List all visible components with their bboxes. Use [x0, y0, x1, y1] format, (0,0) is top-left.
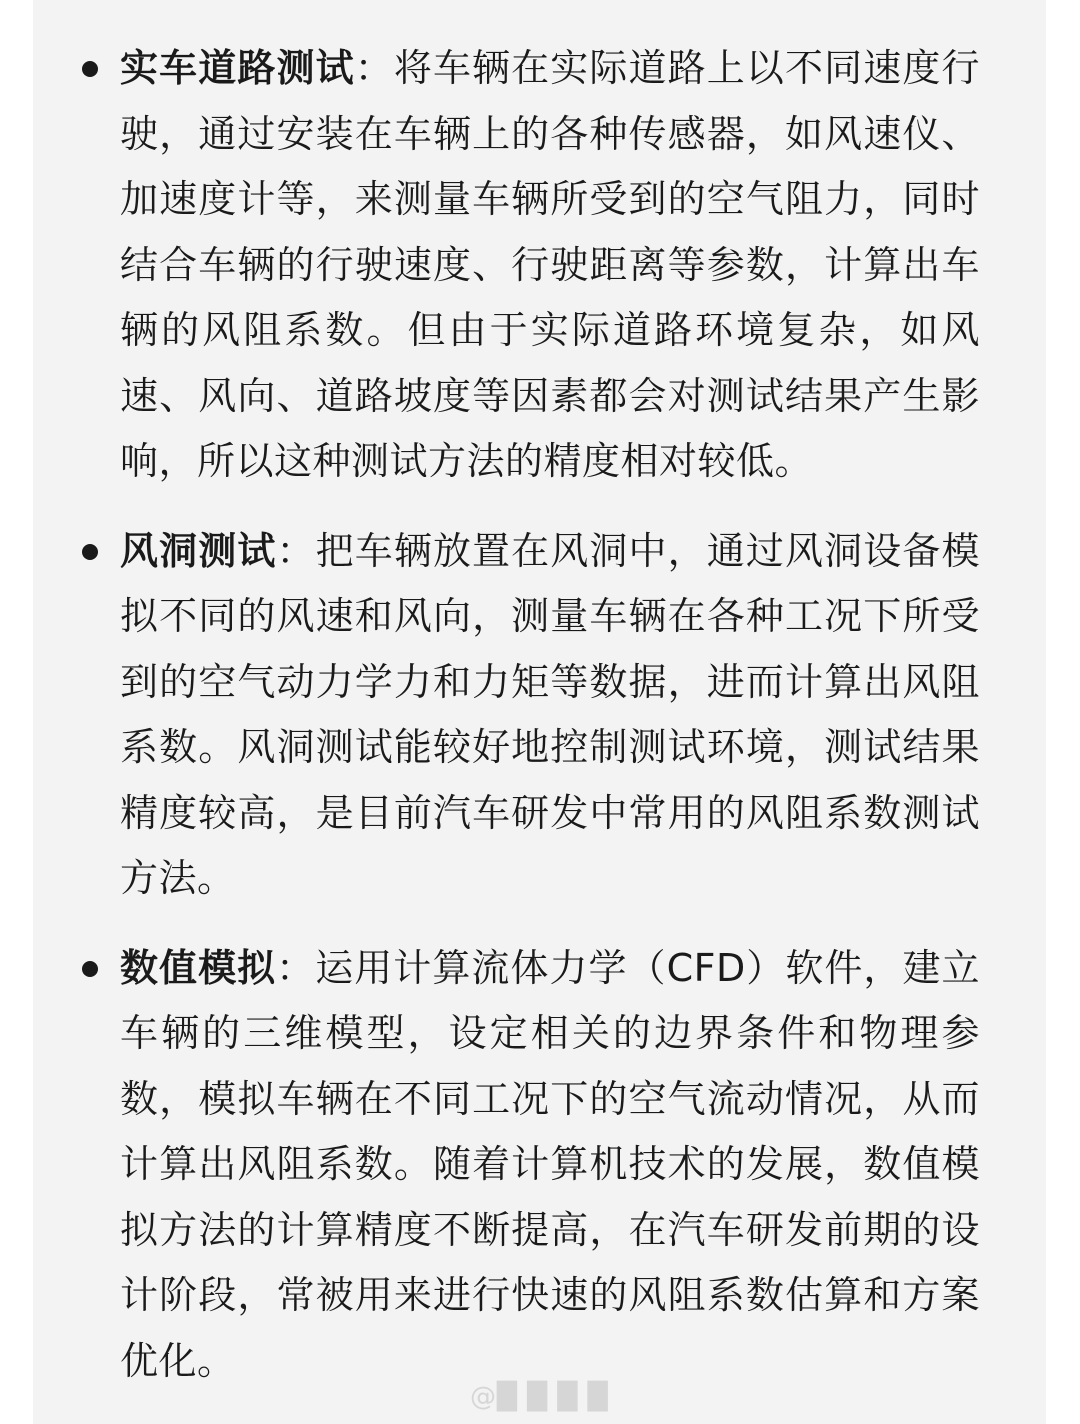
method-paragraph	[120, 36, 980, 495]
term-separator: ：	[276, 945, 316, 990]
list-item-road-test	[0, 36, 1080, 495]
method-description: 把车辆放置在风洞中，通过风洞设备模拟不同的风速和风向，测量车辆在各种工况下所受到的空气动力学力和力矩等数据，进而计算出风阻系数。风洞测试能较好地控制测试环境，测试结果精度较高，是目前汽车研发中常用的风阻系数测试方法。	[120, 528, 980, 900]
method-description: 将车辆在实际道路上以不同速度行驶，通过安装在车辆上的各种传感器，如风速仪、加速度计等，来测量车辆所受到的空气阻力，同时结合车辆的行驶速度、行驶距离等参数，计算出车辆的风阻系数。但由于实际道路环境复杂，如风速、风向、道路坡度等因素都会对测试结果产生影响，所以这种测试方法的精度相对较低。	[120, 46, 980, 483]
list-item-simulation	[0, 936, 1080, 1395]
method-term: 数值模拟	[120, 945, 277, 990]
list-item-wind-tunnel	[0, 519, 1080, 912]
method-term: 风洞测试	[120, 528, 277, 573]
method-paragraph	[120, 519, 980, 912]
watermark: @█ █ █ █	[470, 1382, 609, 1412]
method-term: 实车道路测试	[120, 46, 355, 90]
term-separator: ：	[276, 528, 316, 573]
bullet-icon	[82, 961, 98, 977]
method-description: 运用计算流体力学（CFD）软件，建立车辆的三维模型，设定相关的边界条件和物理参数，模拟车辆在不同工况下的空气流动情况，从而计算出风阻系数。随着计算机技术的发展，数值模拟方法的计算精度不断提高，在汽车研发前期的设计阶段，常被用来进行快速的风阻系数估算和方案优化。	[120, 945, 980, 1383]
method-list	[0, 36, 1080, 1394]
bullet-icon	[82, 61, 98, 77]
bullet-icon	[82, 544, 98, 560]
method-paragraph	[120, 936, 980, 1395]
term-separator: ：	[354, 46, 394, 90]
